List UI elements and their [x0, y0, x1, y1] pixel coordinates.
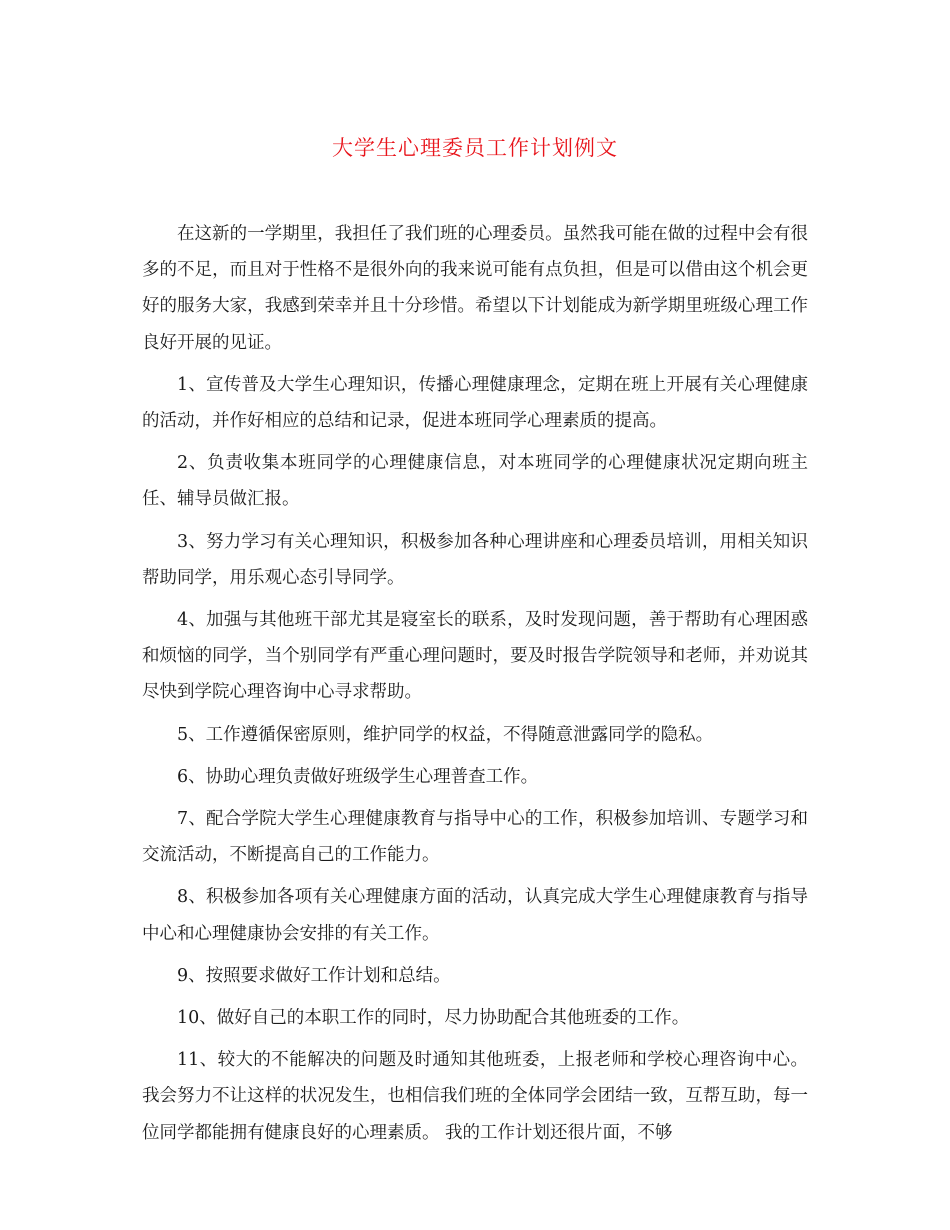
- paragraph-item-10: 10、做好自己的本职工作的同时，尽力协助配合其他班委的工作。: [177, 1008, 690, 1029]
- paragraph-intro: 在这新的一学期里，我担任了我们班的心理委员。虽然我可能在做的过程中会有很多的不足，而且对于性格不是很外向的我来说可能有点负担，但是可以借由这个机会更好的服务大家，我感到荣幸并且十分珍惜。希望以下计划能成为新学期里班级心理工作良好开展的见证。: [142, 224, 808, 353]
- paragraph-item-9: 9、按照要求做好工作计划和总结。: [177, 965, 451, 986]
- document-body: [142, 216, 808, 1157]
- document-title: 大学生心理委员工作计划例文: [332, 136, 618, 160]
- paragraph-item-4: 4、加强与其他班干部尤其是寝室长的联系，及时发现问题，善于帮助有心理困惑和烦恼的同学，当个别同学有严重心理问题时，要及时报告学院领导和老师，并劝说其尽快到学院心理咨询中心寻求帮助。: [142, 610, 808, 703]
- paragraph-item-6: 6、协助心理负责做好班级学生心理普查工作。: [177, 766, 539, 787]
- paragraph-item-8: 8、积极参加各项有关心理健康方面的活动，认真完成大学生心理健康教育与指导中心和心理健康协会安排的有关工作。: [142, 887, 808, 944]
- paragraph-item-1: 1、宣传普及大学生心理知识，传播心理健康理念，定期在班上开展有关心理健康的活动，并作好相应的总结和记录，促进本班同学心理素质的提高。: [142, 374, 808, 432]
- paragraph-item-11: 11、较大的不能解决的问题及时通知其他班委，上报老师和学校心理咨询中心。我会努力不让这样的状况发生，也相信我们班的全体同学会团结一致，互帮互助，每一位同学都能拥有健康良好的心理素质。 我的工作计划还很片面，不够: [142, 1050, 808, 1143]
- paragraph-item-3: 3、努力学习有关心理知识，积极参加各种心理讲座和心理委员培训，用相关知识帮助同学，用乐观心态引导同学。: [142, 531, 808, 588]
- paragraph-item-7: 7、配合学院大学生心理健康教育与指导中心的工作，积极参加培训、专题学习和交流活动，不断提高自己的工作能力。: [142, 809, 808, 866]
- paragraph-item-2: 2、负责收集本班同学的心理健康信息，对本班同学的心理健康状况定期向班主任、辅导员做汇报。: [142, 453, 808, 510]
- paragraph-item-5: 5、工作遵循保密原则，维护同学的权益，不得随意泄露同学的隐私。: [177, 724, 714, 745]
